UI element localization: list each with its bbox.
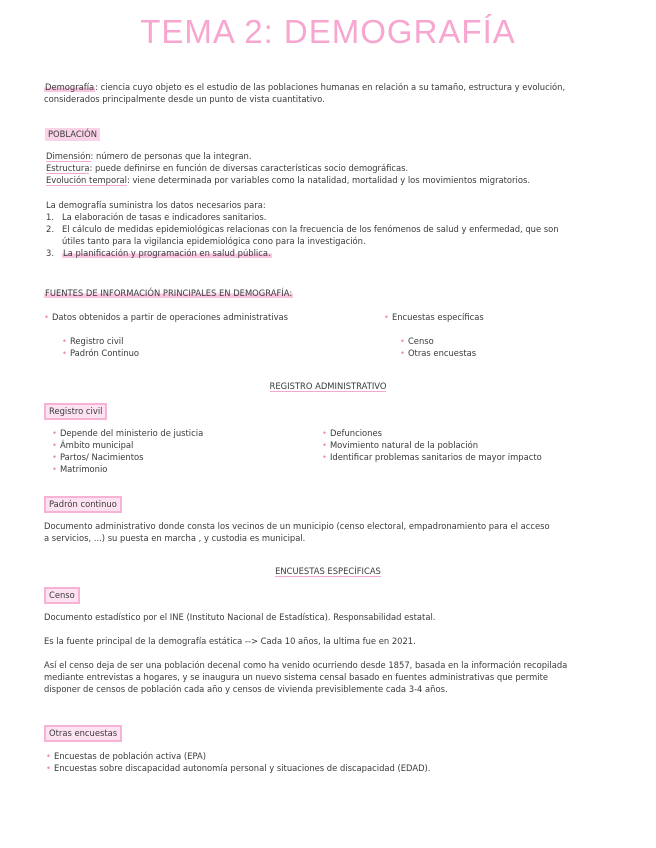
censo-label: Censo	[44, 587, 80, 604]
otras-encuestas-item: • Encuestas sobre discapacidad autonomía personal y situaciones de discapacidad (EDAD).	[46, 763, 430, 774]
registro-civil-item: • Ámbito municipal	[52, 440, 133, 451]
intro-line1: : ciencia cuyo objeto es el estudio de las poblaciones humanas en relación a su tamaño, estructura y evolución,	[95, 82, 566, 92]
padron-line2: a servicios, ...) su puesta en marcha , y custodia es municipal.	[44, 533, 306, 543]
registro-civil-item: • Identificar problemas sanitarios de mayor impacto	[322, 452, 542, 463]
padron-label: Padrón continuo	[44, 496, 122, 513]
poblacion-item-evolucion: Evolución temporal: viene determinada por variables como la natalidad, mortalidad y los movimientos migratorios.	[46, 175, 530, 185]
numbered-item: 3. La planificación y programación en salud pública.	[46, 248, 271, 258]
fuentes-left-item: • Padrón Continuo	[62, 348, 139, 359]
numbered-item: 1. La elaboración de tasas e indicadores sanitarios.	[46, 212, 267, 222]
otras-encuestas-label: Otras encuestas	[44, 725, 122, 742]
censo-p2: Es la fuente principal de la demografía estática --> Cada 10 años, la ultima fue en 2021.	[44, 636, 416, 646]
intro-line2: considerados principalmente desde un punto de vista cuantitativo.	[44, 94, 325, 104]
censo-p3-line: disponer de censos de población cada año y censos de vivienda previsiblemente cada 3-4 años.	[44, 684, 448, 694]
poblacion-item-dimension: Dimensión: número de personas que la integran.	[46, 151, 252, 161]
numbered-item: 2. El cálculo de medidas epidemiológicas relacionas con la frecuencia de los fenómenos de salud y enfermedad, que son	[46, 224, 559, 234]
registro-civil-item: • Depende del ministerio de justicia	[52, 428, 203, 439]
fuentes-right-item: • Censo	[400, 336, 434, 347]
intro-paragraph	[44, 82, 565, 93]
censo-p3-line: mediante entrevistas a hogares, y se inaugura un nuevo sistema censal basado en fuentes administrativas que permite	[44, 672, 549, 682]
registro-civil-item: • Movimiento natural de la población	[322, 440, 478, 451]
numbered-item: útiles tanto para la vigilancia epidemiológica cono para la investigación.	[62, 236, 366, 246]
fuentes-left-item: • Registro civil	[62, 336, 123, 347]
registro-civil-label: Registro civil	[44, 403, 107, 420]
page-title: TEMA 2: DEMOGRAFÍA	[140, 13, 516, 50]
poblacion-intro2: La demografía suministra los datos necesarios para:	[46, 200, 266, 210]
fuentes-left-title: • Datos obtenidos a partir de operaciones administrativas	[44, 312, 288, 323]
registro-civil-item: • Matrimonio	[52, 464, 107, 475]
registro-civil-item: • Defunciones	[322, 428, 382, 439]
otras-encuestas-item: • Encuestas de población activa (EPA)	[46, 751, 206, 762]
poblacion-item-estructura: Estructura: puede definirse en función de diversas características socio demográficas.	[46, 163, 409, 173]
section-registro-heading: REGISTRO ADMINISTRATIVO	[269, 381, 387, 391]
censo-p1: Documento estadístico por el INE (Instituto Nacional de Estadística). Responsabilidad estatal.	[44, 612, 436, 622]
section-fuentes-heading: FUENTES DE INFORMACIÓN PRINCIPALES EN DEMOGRAFÍA:	[45, 288, 293, 298]
padron-line1: Documento administrativo donde consta los vecinos de un municipio (censo electoral, empadronamiento para el acceso	[44, 521, 550, 531]
fuentes-right-item: • Otras encuestas	[400, 348, 476, 359]
section-poblacion-heading: POBLACIÓN	[45, 128, 100, 141]
section-encuestas-heading: ENCUESTAS ESPECÍFICAS	[275, 566, 381, 576]
censo-p3-line: Así el censo deja de ser una población decenal como ha venido ocurriendo desde 1857, basada en la información recopilada	[44, 660, 568, 670]
fuentes-right-title: • Encuestas específicas	[384, 312, 484, 323]
registro-civil-item: • Partos/ Nacimientos	[52, 452, 144, 463]
intro-term: Demografía	[45, 82, 95, 92]
